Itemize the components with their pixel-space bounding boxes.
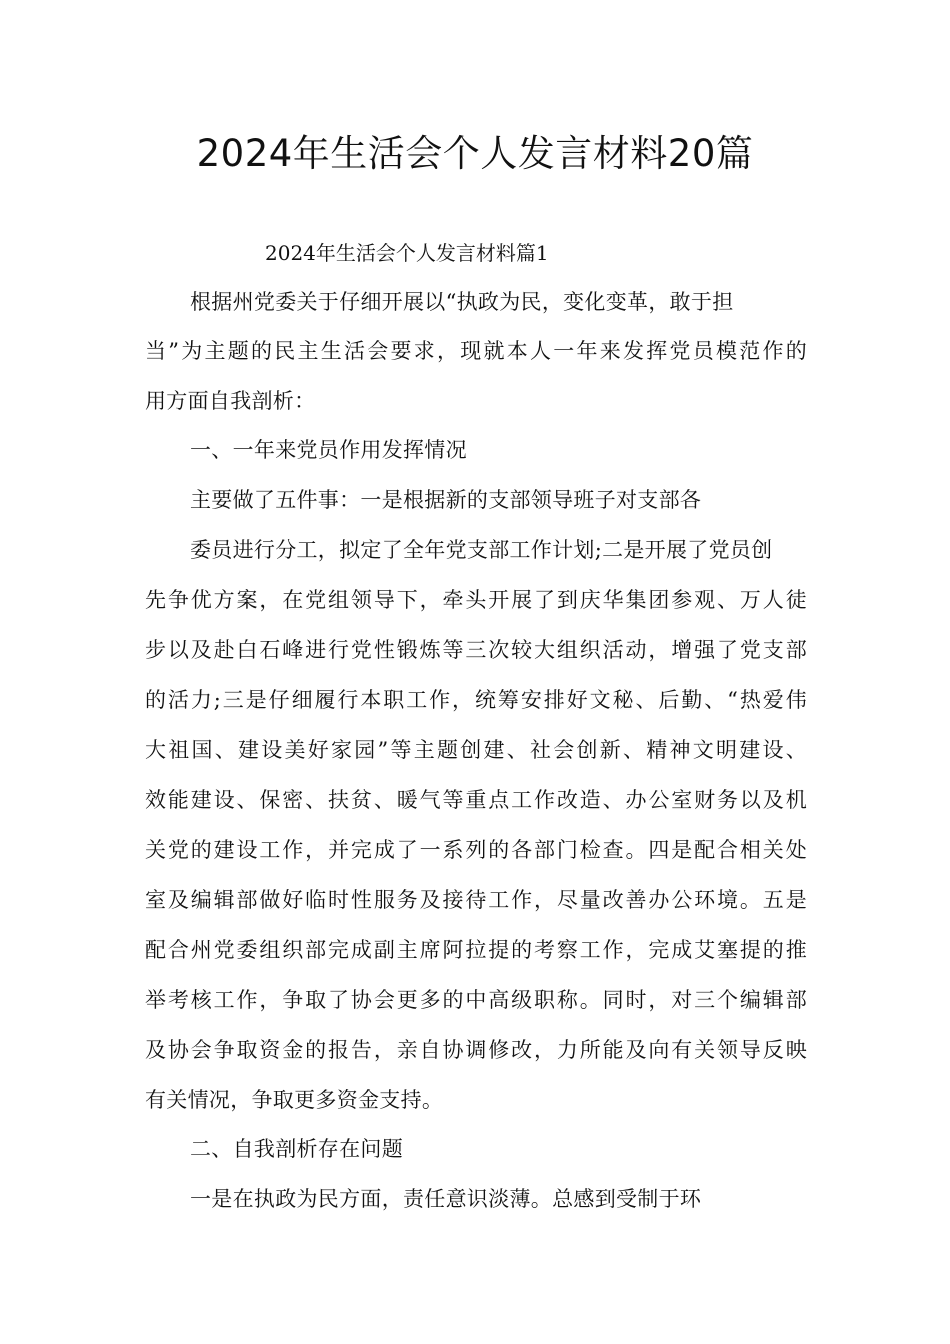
paragraph-line-14: 配合州党委组织部完成副主席阿拉提的考察工作，完成艾塞提的推 xyxy=(145,938,807,962)
paragraph-line-2: 当”为主题的民主生活会要求，现就本人一年来发挥党员模范作的 xyxy=(145,339,807,363)
paragraph-line-3: 用方面自我剖析： xyxy=(145,389,316,413)
section-heading-2: 二、自我剖析存在问题 xyxy=(190,1137,403,1161)
document-title: 2024年生活会个人发言材料20篇 xyxy=(196,132,754,175)
section-subtitle: 2024年生活会个人发言材料篇1 xyxy=(265,241,549,265)
paragraph-line-16: 及协会争取资金的报告，亲自协调修改，力所能及向有关领导反映 xyxy=(145,1038,807,1062)
paragraph-line-8: 步以及赴白石峰进行党性锻炼等三次较大组织活动，增强了党支部 xyxy=(145,638,807,662)
paragraph-line-6: 委员进行分工，拟定了全年党支部工作计划;二是开展了党员创 xyxy=(190,538,773,562)
paragraph-line-19: 一是在执政为民方面，责任意识淡薄。总感到受制于环 xyxy=(190,1187,702,1211)
paragraph-line-10: 大祖国、建设美好家园”等主题创建、社会创新、精神文明建设、 xyxy=(145,738,807,762)
paragraph-line-11: 效能建设、保密、扶贫、暖气等重点工作改造、办公室财务以及机 xyxy=(145,788,807,812)
paragraph-line-17: 有关情况，争取更多资金支持。 xyxy=(145,1088,444,1112)
paragraph-line-9: 的活力;三是仔细履行本职工作，统筹安排好文秘、后勤、“热爱伟 xyxy=(145,688,807,712)
paragraph-line-15: 举考核工作，争取了协会更多的中高级职称。同时，对三个编辑部 xyxy=(145,988,807,1012)
paragraph-line-7: 先争优方案，在党组领导下，牵头开展了到庆华集团参观、万人徒 xyxy=(145,588,807,612)
section-heading-1: 一、一年来党员作用发挥情况 xyxy=(190,438,467,462)
paragraph-line-1: 根据州党委关于仔细开展以“执政为民，变化变革，敢于担 xyxy=(190,290,734,314)
paragraph-line-5: 主要做了五件事：一是根据新的支部领导班子对支部各 xyxy=(190,488,702,512)
paragraph-line-12: 关党的建设工作，并完成了一系列的各部门检查。四是配合相关处 xyxy=(145,838,807,862)
paragraph-line-13: 室及编辑部做好临时性服务及接待工作，尽量改善办公环境。五是 xyxy=(145,888,807,912)
